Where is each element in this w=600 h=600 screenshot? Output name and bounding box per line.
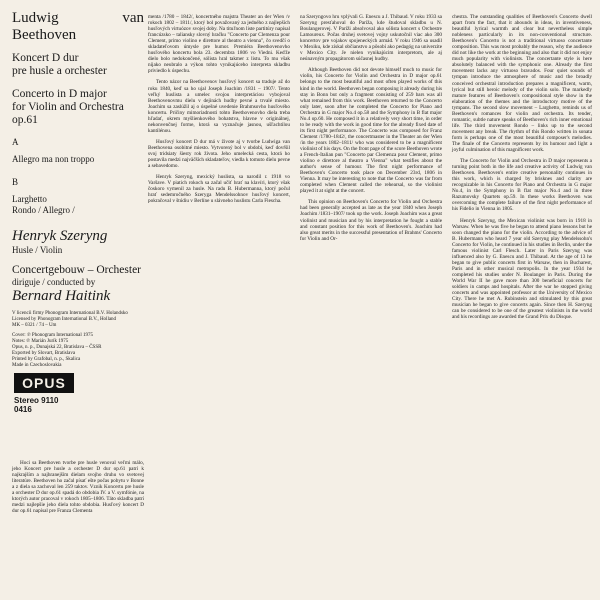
col2-paragraph-4: Henryk Szeryng, mexický huslista, sa narodil r. 1918 vo Varšave. V piatich rokoch sa začal učiť hrať na klavíri, ktorý však čoskoro vymenil za husle. Na radu B. Hubermanna, ktorý počul hrať sedemročného Szeryga Mendelssohnov husľový koncert, pokračoval v štúdiu v Berlíne u slávneho huslistu Carla Flescha. [148,174,290,205]
title-en-2: for Violin and Orchestra [12,101,124,113]
conductor-name: Bernard Haitink [12,288,111,304]
catalog-number: Stereo 9110 0416 [14,396,59,414]
label-logo: OPUS [14,373,74,393]
col2-paragraph-3: Husľový koncert D dur má v živote aj v tvorbe Ludwiga van Beethovena osobitné miesto. Vytvorený bol v období, keď dovŕšil svoj tridsiaty šiesty rok života. Jeho umelecká cesta, ktorá ho postavila medzi najväčších skladateľov, viedla k tomuto dielu pevne a sebavedomo. [148,138,290,170]
col2-paragraph-1: menta /1780 – 1842/, koncertného majstra Theater an der Wien /v rokoch 1802 – 1811/, ktorý bol považovaný za jedného z najlepších husľových virtuózov svojej doby. Na tituľnom liste partitúry napísal francúzsko – taliansky slovný hračku "Concerto par Clemenza pour Clement, primo violino e direttore al theatro a vienna", čo svedčí o skladateľovom úmysle pre humor. Premiéra Beethovenovho husľového koncertu bola 23. decembra 1806 vo Viedni. Keďže dielo bolo nedokončené, sólista hral takmer z listu. To mu však nijako neubralo a výkon tohto vynikajúceho interpreta skladbu priviedlo k úspechu. [148,14,290,75]
col4-paragraph-2: The Concerto for Violin and Orchestra in D major represents a turning point both in the life and creative activity of Ludwig van Beethoven. Beethoven's entire creative personality continues in this work, which is charged by brisknes and clarity are recognizable in his Concerto for Piano and Orchestra in G major No.4, in the Symphony in B flat major No.4 and in three Razumovsky Quartets op.59. In these works Beethoven was overcoming the complete failure of the first night performance of his Fidelio in Vienna in 1805. [452,158,592,213]
movement-b1: Larghetto [12,194,47,204]
title-en-1: Concerto in D major [12,88,107,100]
notes-sk-intro: Hoci sa Beethoven tvorbe pre husle venoval veľmi málo, jeho Koncert pre husle a orchester D dur op.61 patrí k najkrajším a najhranejším dielam svojho druhu vo svetovej literatúre. Beethoven ho začal písať ešte počas pobytu v Bonne a z diela sa zachoval len 259 taktov. Vznik Koncertu pre husle a orchester D dur op.61 spadá do obdobia IV. a V. symfónie, na ktorých autor pracoval v rokoch 1805–1806. Táto skladba patrí medzi najlepšie jeho diela tohto obdobia. Husľový koncert D dur op.61 napísal pre Franza Clementa [12,460,144,515]
composer-name: Ludwig van Beethoven [12,10,144,43]
movement-b2: Rondo / Allegro / [12,205,75,215]
column-1 [12,10,144,369]
opus-logo [14,373,74,415]
col3-paragraph-2: Although Beethoven did not devote himself much to music for violin, his Concerto for Violin and Orchestra in D major op.61 belongs to the most beautiful and most often played works of this kind in the world. Beethoven began composing it already during his stay in Bonn but only a fragment consisting of 259 bars was all what remained from this work. Beethoven returned to the Concerto only later, soon after he completed the Concerto for Piano and Orchestra in G major No.4 op.58 and the Symphony in B flat major No.4 op.60. He composed it in a relatively very short time, in order to be ready with the work in good time for the already fixed date of its first night performance. The Concerto was composed for Franz Clement /1780–1842/, the concertmaster in the Theater an der Wien /in the years 1802–1811/ who was considered to be a magnificent violinist of his days. On the front page of the score Beethoven wrote a French-Italian pun "Concerto par Clemenza pour Clement, primo violino e direttore al theatro a Vienna" what testifies about the author's sense of humour. The first night performance of Beethoven's Concerto took place on December 23rd, 1806 in Vienna. It may be interesting to note that the Concerto was far from completed when Clement called the rehearsal, so the violinist played it at sight at the concert. [300,67,442,195]
credits-7: Exported by Slovart, Bratislava [12,351,76,356]
credits-5: Notes: ℗ Marián Jurík 1975 [12,339,69,344]
orchestra-name: Concertgebouw – Orchester [12,264,142,276]
conductor-label: diriguje / conducted by [12,277,96,287]
movement-a: Allegro ma non troppo [12,154,95,164]
credits-9: Made in Czechoslovakia [12,363,62,368]
title-sk-2: pre husle a orchester [12,65,107,77]
credits-2: Licensed by Phonogram International B.V., Holland [12,317,117,322]
column-1-notes [12,460,144,519]
side-b-label: B [12,177,19,187]
column-4 [452,14,592,325]
column-3 [300,14,442,247]
soloist-role: Husle / Violin [12,245,63,255]
credits-3: MK – 0321 / 74 – Um [12,323,57,328]
col2-paragraph-2: Tento názor na Beethovenov husľový koncert sa traduje až do roku 1840, keď sa ho ujal Joseph Joachim /1831 – 1907/. Tento veľký huslista a umelec svojou interpretáciou vybojoval Beethovenovmu dielu v dejinách hudby pevné a trvalé miesto. Joachim sa zaslúžil aj o úspešné uvedenie Brahmsovho husľového koncertu. Pričiny mimoriadnosti tohto Beethovenovho diela treba hľadať, okrem myšlienkového bohatstva, hlavne v originálnej, nekonvenčnej forme, ktorá sa vyznačuje jasnou, ušľachtilou kantilénou. [148,79,290,134]
col4-paragraph-3: Henryk Szeryng, the Mexican violinist was born in 1918 in Warsaw. When he was five he began to attend piano lessons but he soon changed the piano for the violin. According to the advice of B. Hubermann who heard 7 year old Szeryng play Mendelssohn's Concerto for Violin, he continued in his studies in Berlin, under the famous violinist Carl Flesch. Later in Paris Szeryng was influenced also by G. Enescu and J. Thibaud. At the age of 13 he began to give public concerts first in Warsaw, then in Bucharest, Paris and in other musical metropolis. In the year 1934 he completed his studies under N. Boulanger in Paris. During the World War II he gave more than 300 beneficial concerts for soldiers in camps and hospitals. After the war he stopped giving concerts and was appointed professor at the University of Mexico City. There he met A. Rubinstein and stimulated by this great musician he began to give concerts again. Since then H. Szeryng can be considered to be one of the greatest violinists in the world and his recordings are awarded the Grand Prix du Disque. [452,217,592,321]
col3-paragraph-3: This opinion on Beethoven's Concerto for Violin and Orchestra had been generally accepted as late as the year 1840 when Joseph Joachim /1831–1907/ took up the work. Joseph Joachim was a great violinist and musician and by his interpretation he fought a stable and constant position for this work of Beethoven's. Joachim had also great merits in the successful presentation of Brahms' Concerto for Violin and Or- [300,199,442,242]
title-en-3: op.61 [12,114,38,126]
title-sk-1: Koncert D dur [12,52,79,64]
credits-6: Opus, n. p., Dunajská 22, Bratislava – ČSSR [12,345,102,350]
side-a-label: A [12,137,19,147]
credits-4: Cover: ℗ Phonogram International 1975 [12,333,94,338]
col4-paragraph-1: chestra. The outstanding qualities of Beethoven's Concerto dwell apart from the fact, that it abounds in ideas, in inventiveness, beautiful lyrical warmth and clear but nevertheless simple nobleness particularly in its non-conventional structure. Beethoven's Concerto is not a traditional virtuoso concertante composition. This was most probably the reason, why the audience did not like the work at the beginning and also that it did not enjoy much popularity with violinists. The concertante style is here absolutely balanced with the symphonic one. Already the first movement lacks any virtuoso bravados. Four quiet sounds of tympan introduce the atmosphere of music and the broadly conceived orchestral introduction prepares a magnificent, warm, lyrical but still heroic melody of the violin solo. The markedly mature features of Beethoven's compositional style show in the elaboration of the themes and the introductory motive of the tympans. The second slow movement – Larghetto, reminds us of Beethoven's romances for violin and orchestra. Its tender, romantic, subtle nature speaks of Beethoven's rich inner emotional life. The third movement Rondo – links up to the second movement any break. The rhythm of this Rondo written in sonata form is perhaps one of the most beautiful composer's melodies. The finale of the Concerto represents by its humour and light a joyful culmination of this magnificent work. [452,14,592,154]
soloist-name: Henryk Szeryng [12,228,108,244]
credits-1: V licencii firmy Phonogram International B.V. Holandsko [12,311,128,316]
credits-8: Printed by Grafobal, n. p., Skalica [12,357,81,362]
col3-paragraph-1: na Szeryngovo hru vplývali G. Enescu a J. Thibaud. V roku 1933 sa Szeryng presťahoval do Paríža, kde študoval skladbu u N. Boulangerovej. V Paríži absolvoval ako sólista koncert s Orchestre Lamoureux. Počas druhej svetovej vojny uskutočnil viac ako 300 koncertov pre vojakov spojeneckých armád. V roku 1946 sa usadil v Mexiku, kde získal občianstvo a pôsobí ako pedagóg na univerzite v Mexico City. Je nielen vynikajúcim interpretom, ale aj neúnavným propagátorom súčasnej hudby. [300,14,442,63]
column-2 [148,14,290,209]
